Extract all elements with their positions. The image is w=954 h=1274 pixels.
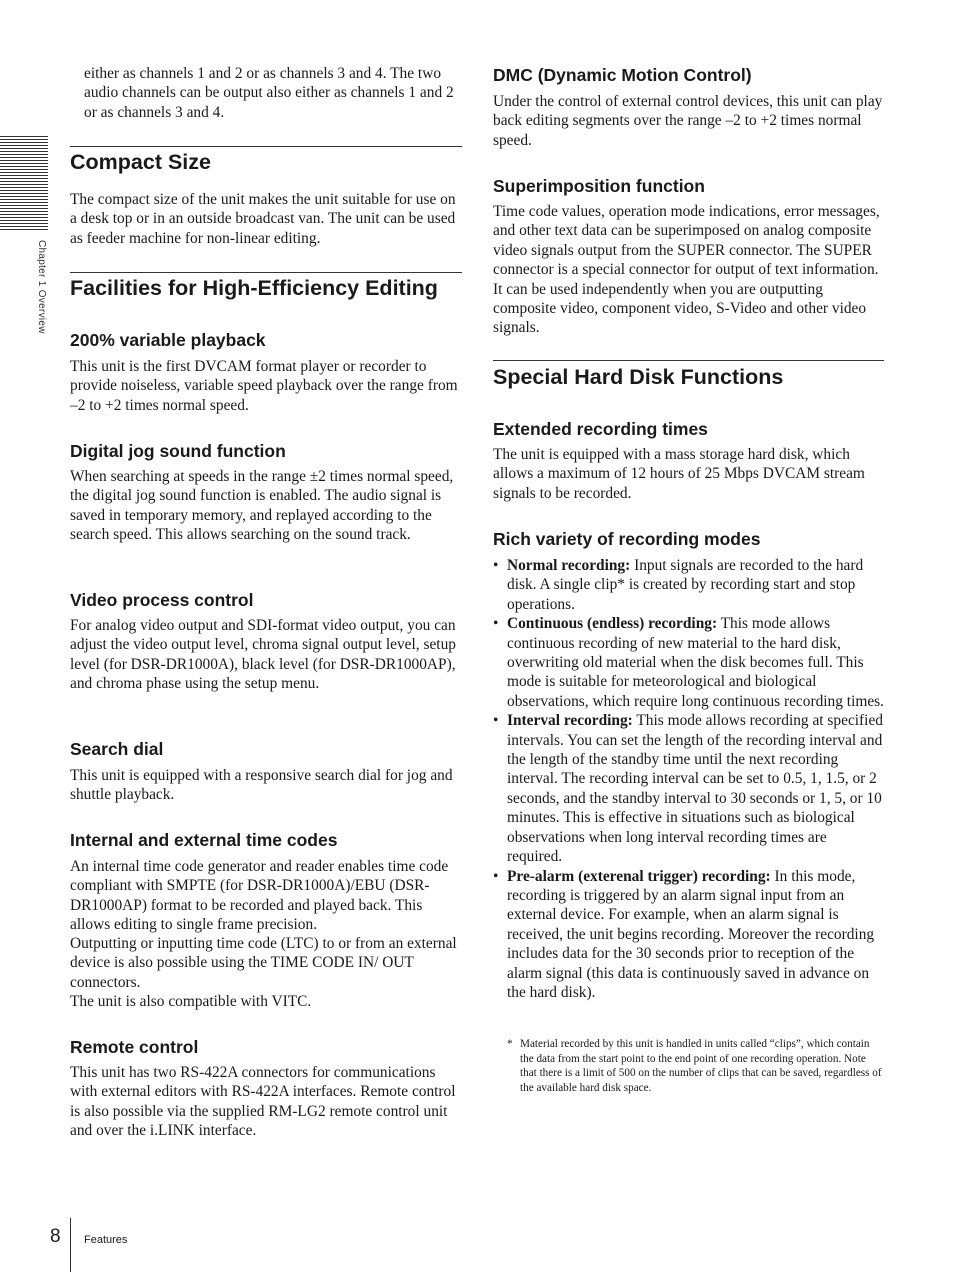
video-process-paragraph: For analog video output and SDI-format video output, you can adjust the video output level, chroma signal output level, setup level (for DSR-DR1000A), black level (for DSR-DR1000AP), and chroma phase using the setup menu. bbox=[70, 617, 456, 693]
mode-label: Interval recording: bbox=[507, 712, 633, 730]
footnote-mark: * bbox=[507, 1038, 513, 1050]
time-codes-paragraph-1: An internal time code generator and reader enables time code compliant with SMPTE (for DSR-DR1000A)/EBU (DSR-DR1000AP) format to be recorded and played back. This allows editing to single frame precision. bbox=[70, 858, 449, 934]
list-item bbox=[493, 614, 884, 711]
chapter-label: Chapter 1 Overview bbox=[36, 240, 47, 334]
page-number: 8 bbox=[50, 1226, 61, 1247]
time-codes-paragraph-2: Outputting or inputting time code (LTC) to or from an external device is also possible using the TIME CODE IN/ OUT connectors. bbox=[70, 935, 457, 991]
heading-compact-size: Compact Size bbox=[70, 150, 211, 174]
list-item bbox=[493, 867, 884, 1003]
variable-playback-paragraph: This unit is the first DVCAM format player or recorder to provide noiseless, variable speed playback over the range from –2 to +2 times normal speed. bbox=[70, 358, 458, 414]
heading-facilities: Facilities for High-Efficiency Editing bbox=[70, 276, 438, 300]
heading-jog-sound: Digital jog sound function bbox=[70, 441, 286, 461]
mode-description: In this mode, recording is triggered by an alarm signal input from an external device. For example, when an alarm signal is received, the unit begins recording. Moreover the recording includes data for the 30 seconds prior to reception of the alarm signal (this data is continuously saved in advance on the hard disk). bbox=[507, 867, 875, 1001]
mode-label: Pre-alarm (exterenal trigger) recording: bbox=[507, 867, 771, 885]
recording-modes-list bbox=[493, 556, 884, 1002]
extended-recording-paragraph: The unit is equipped with a mass storage hard disk, which allows a maximum of 12 hours of 25 Mbps DVCAM stream signals to be recorded. bbox=[493, 446, 865, 502]
bullet-icon: • bbox=[493, 712, 499, 730]
compact-size-paragraph: The compact size of the unit makes the unit suitable for use on a desk top or in an outside broadcast van. The unit can be used as feeder machine for non-linear editing. bbox=[70, 191, 456, 247]
footnote bbox=[493, 1037, 884, 1095]
heading-video-process: Video process control bbox=[70, 590, 254, 610]
mode-label: Continuous (endless) recording: bbox=[507, 615, 718, 633]
section-rule bbox=[70, 146, 462, 147]
list-item bbox=[493, 556, 884, 614]
heading-time-codes: Internal and external time codes bbox=[70, 830, 338, 850]
bullet-icon: • bbox=[493, 867, 499, 885]
heading-variable-playback: 200% variable playback bbox=[70, 330, 266, 350]
superimposition-paragraph: Time code values, operation mode indications, error messages, and other text data can be superimposed on analog composite video signals output from the SUPER connector. The SUPER connector is a special connector for output of text information. It can be used independently when you are outputting composite video, component video, S-Video and other video signals. bbox=[493, 203, 880, 337]
list-item bbox=[493, 711, 884, 866]
heading-search-dial: Search dial bbox=[70, 739, 164, 759]
mode-description: This mode allows continuous recording of new material to the hard disk, overwriting old material when the disk becomes full. This mode is suitable for meteorological and biological observations, which require long continuous recording times. bbox=[507, 615, 884, 710]
heading-remote-control: Remote control bbox=[70, 1037, 199, 1057]
heading-dmc: DMC (Dynamic Motion Control) bbox=[493, 65, 752, 85]
footer-divider bbox=[70, 1218, 71, 1272]
heading-superimposition: Superimposition function bbox=[493, 176, 705, 196]
footnote-text: Material recorded by this unit is handled in units called “clips”, which contain the data from the start point to the end point of one recording operation. Note that there is a limit of 500 on the number of clips that can be saved, regardless of the available hard disk space. bbox=[520, 1038, 882, 1094]
jog-sound-paragraph: When searching at speeds in the range ±2 times normal speed, the digital jog sound function is enabled. The audio signal is saved in temporary memory, and replayed according to the search speed. This allows searching on the sound track. bbox=[70, 468, 454, 544]
heading-recording-modes: Rich variety of recording modes bbox=[493, 529, 761, 549]
footer-section-label: Features bbox=[84, 1234, 128, 1246]
dmc-paragraph: Under the control of external control devices, this unit can play back editing segments over the range –2 to +2 times normal speed. bbox=[493, 93, 883, 149]
mode-label: Normal recording: bbox=[507, 557, 631, 574]
bullet-icon: • bbox=[493, 557, 499, 574]
intro-paragraph: either as channels 1 and 2 or as channels 3 and 4. The two audio channels can be output also either as channels 1 and 2 or as channels 3 and 4. bbox=[84, 65, 454, 121]
chapter-tab-marker bbox=[0, 136, 48, 230]
section-rule bbox=[70, 272, 462, 273]
bullet-icon: • bbox=[493, 615, 499, 633]
search-dial-paragraph: This unit is equipped with a responsive search dial for jog and shuttle playback. bbox=[70, 767, 453, 804]
time-codes-paragraph-3: The unit is also compatible with VITC. bbox=[70, 993, 312, 1010]
heading-hard-disk-functions: Special Hard Disk Functions bbox=[493, 365, 784, 389]
mode-description: Input signals are recorded to the hard disk. A single clip* is created by recording start and stop operations. bbox=[507, 557, 864, 613]
heading-extended-recording: Extended recording times bbox=[493, 419, 708, 439]
section-rule bbox=[493, 360, 884, 361]
remote-control-paragraph: This unit has two RS-422A connectors for communications with external editors with RS-422A interfaces. Remote control is also possible via the supplied RM-LG2 remote control unit and over the i.LINK interface. bbox=[70, 1064, 456, 1140]
mode-description: This mode allows recording at specified intervals. You can set the length of the recording interval and the length of the standby time until the next recording interval. The recording interval can be set to 0.5, 1, 1.5, or 2 seconds, and the standby interval to 30 seconds or 1, 5, or 10 minutes. This is effective in situations such as biological observations when long interval recording times are required. bbox=[507, 712, 883, 866]
